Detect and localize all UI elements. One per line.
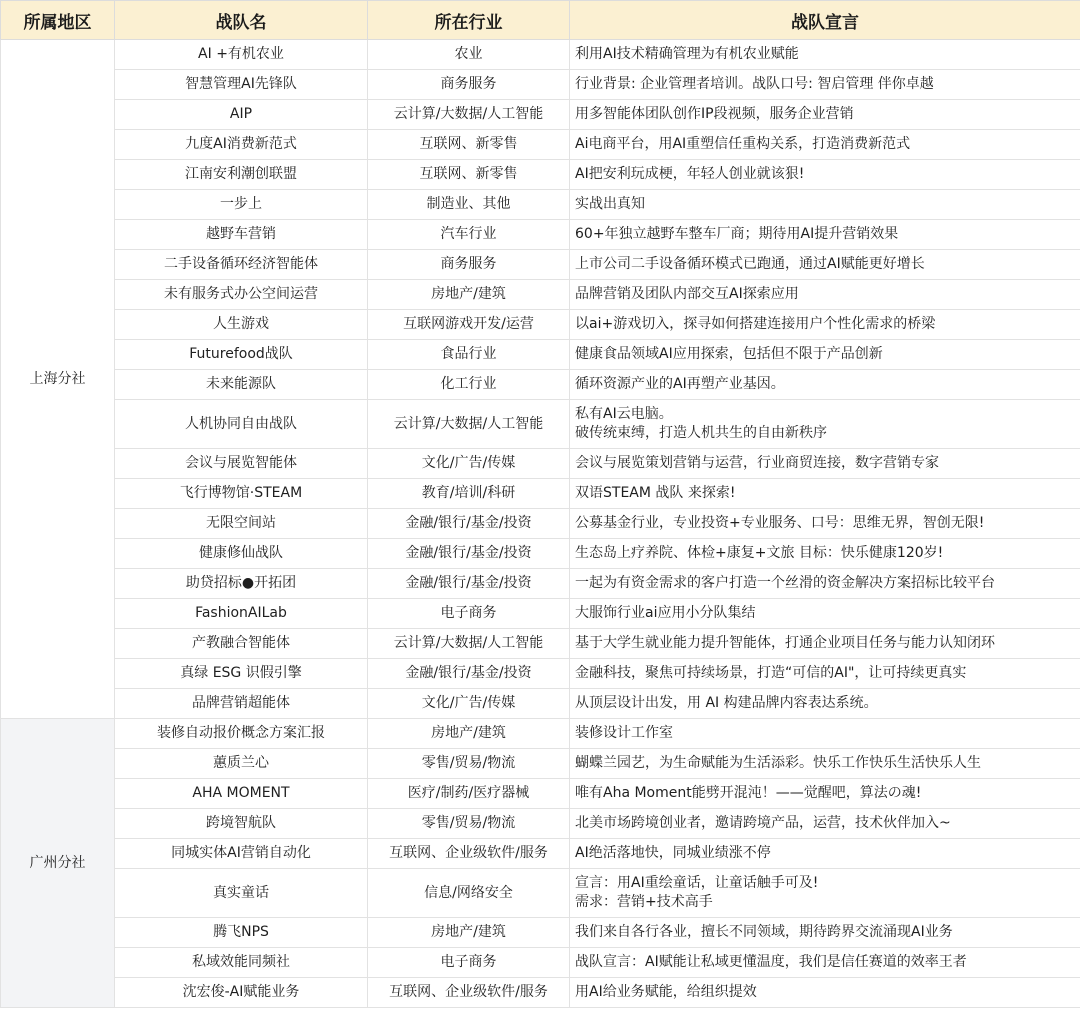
motto-line: 60+年独立越野车整车厂商；期待用AI提升营销效果 <box>575 226 899 242</box>
table-row <box>1 100 1080 130</box>
team-name-cell: AI +有机农业 <box>115 40 368 70</box>
table-row <box>1 190 1080 220</box>
header-motto: 战队宣言 <box>570 1 1080 40</box>
motto-cell <box>570 659 1080 689</box>
industry-cell: 零售/贸易/物流 <box>368 749 570 779</box>
industry-cell: 互联网、企业级软件/服务 <box>368 978 570 1008</box>
motto-line: 双语STEAM 战队 来探索! <box>575 485 736 501</box>
team-name-cell: 装修自动报价概念方案汇报 <box>115 719 368 749</box>
motto-cell <box>570 599 1080 629</box>
motto-line: 行业背景: 企业管理者培训。战队口号: 智启管理 伴你卓越 <box>575 76 934 92</box>
motto-line: 公募基金行业，专业投资+专业服务、口号：思维无界，智创无限! <box>575 515 985 531</box>
table-row <box>1 539 1080 569</box>
region-cell: 广州分社 <box>1 719 115 1008</box>
motto-line: 破传统束缚，打造人机共生的自由新秩序 <box>575 425 827 441</box>
team-name-cell: 私域效能同频社 <box>115 948 368 978</box>
table-row <box>1 809 1080 839</box>
motto-cell <box>570 220 1080 250</box>
motto-cell <box>570 190 1080 220</box>
motto-cell <box>570 779 1080 809</box>
team-name-cell: FashionAILab <box>115 599 368 629</box>
team-name-cell: 一步上 <box>115 190 368 220</box>
table-row <box>1 719 1080 749</box>
industry-cell: 文化/广告/传媒 <box>368 689 570 719</box>
motto-line: 北美市场跨境创业者，邀请跨境产品，运营，技术伙伴加入~ <box>575 815 951 831</box>
team-name-cell: 同城实体AI营销自动化 <box>115 839 368 869</box>
team-name-cell: 品牌营销超能体 <box>115 689 368 719</box>
motto-cell <box>570 160 1080 190</box>
header-team-name: 战队名 <box>115 1 368 40</box>
table-row <box>1 948 1080 978</box>
table-row <box>1 479 1080 509</box>
table-row <box>1 40 1080 70</box>
team-name-cell: 会议与展览智能体 <box>115 449 368 479</box>
team-name-cell: 人生游戏 <box>115 310 368 340</box>
team-name-cell: 腾飞NPS <box>115 918 368 948</box>
table-row <box>1 629 1080 659</box>
industry-cell: 商务服务 <box>368 250 570 280</box>
motto-line: 生态岛上疗养院、体检+康复+文旅 目标：快乐健康120岁! <box>575 545 944 561</box>
table-row <box>1 400 1080 449</box>
industry-cell: 云计算/大数据/人工智能 <box>368 100 570 130</box>
motto-cell <box>570 280 1080 310</box>
table-row <box>1 599 1080 629</box>
motto-line: 健康食品领域AI应用探索，包括但不限于产品创新 <box>575 346 883 362</box>
team-name-cell: 跨境智航队 <box>115 809 368 839</box>
industry-cell: 金融/银行/基金/投资 <box>368 539 570 569</box>
table-row <box>1 70 1080 100</box>
table-row <box>1 978 1080 1008</box>
industry-cell: 信息/网络安全 <box>368 869 570 918</box>
motto-line: 用多智能体团队创作IP段视频，服务企业营销 <box>575 106 854 122</box>
table-row <box>1 449 1080 479</box>
motto-line: 需求：营销+技术高手 <box>575 894 713 910</box>
industry-cell: 汽车行业 <box>368 220 570 250</box>
team-name-cell: 未有服务式办公空间运营 <box>115 280 368 310</box>
motto-cell <box>570 310 1080 340</box>
motto-cell <box>570 719 1080 749</box>
industry-cell: 金融/银行/基金/投资 <box>368 509 570 539</box>
table-row <box>1 569 1080 599</box>
motto-line: Ai电商平台，用AI重塑信任重构关系，打造消费新范式 <box>575 136 911 152</box>
motto-cell <box>570 918 1080 948</box>
region-cell: 上海分社 <box>1 40 115 719</box>
motto-cell <box>570 100 1080 130</box>
motto-line: 大服饰行业ai应用小分队集结 <box>575 605 756 621</box>
motto-line: 宣言：用AI重绘童话，让童话触手可及! <box>575 875 819 891</box>
industry-cell: 房地产/建筑 <box>368 719 570 749</box>
motto-line: 基于大学生就业能力提升智能体，打通企业项目任务与能力认知闭环 <box>575 635 995 651</box>
table-row <box>1 130 1080 160</box>
table-row <box>1 509 1080 539</box>
motto-cell <box>570 809 1080 839</box>
table-row <box>1 749 1080 779</box>
industry-cell: 食品行业 <box>368 340 570 370</box>
motto-line: AI绝活落地快，同城业绩涨不停 <box>575 845 771 861</box>
motto-cell <box>570 479 1080 509</box>
header-row <box>1 1 1080 40</box>
motto-cell <box>570 539 1080 569</box>
industry-cell: 医疗/制药/医疗器械 <box>368 779 570 809</box>
industry-cell: 房地产/建筑 <box>368 280 570 310</box>
motto-line: 唯有Aha Moment能劈开混沌！——觉醒吧，算法の魂! <box>575 785 922 801</box>
motto-line: 装修设计工作室 <box>575 725 673 741</box>
motto-cell <box>570 449 1080 479</box>
team-name-cell: AHA MOMENT <box>115 779 368 809</box>
table-row <box>1 280 1080 310</box>
motto-cell <box>570 40 1080 70</box>
team-name-cell: 未来能源队 <box>115 370 368 400</box>
motto-cell <box>570 569 1080 599</box>
motto-cell <box>570 839 1080 869</box>
team-name-cell: Futurefood战队 <box>115 340 368 370</box>
industry-cell: 互联网、新零售 <box>368 130 570 160</box>
motto-line: 以ai+游戏切入，探寻如何搭建连接用户个性化需求的桥梁 <box>575 316 936 332</box>
team-name-cell: 产教融合智能体 <box>115 629 368 659</box>
industry-cell: 房地产/建筑 <box>368 918 570 948</box>
team-name-cell: 沈宏俊-AI赋能业务 <box>115 978 368 1008</box>
industry-cell: 金融/银行/基金/投资 <box>368 659 570 689</box>
team-name-cell: 二手设备循环经济智能体 <box>115 250 368 280</box>
header-region: 所属地区 <box>1 1 115 40</box>
table-row <box>1 779 1080 809</box>
motto-line: 金融科技，聚焦可持续场景，打造“可信的AI"，让可持续更真实 <box>575 665 967 681</box>
motto-line: 一起为有资金需求的客户打造一个丝滑的资金解决方案招标比较平台 <box>575 575 995 591</box>
team-name-cell: AIP <box>115 100 368 130</box>
motto-cell <box>570 250 1080 280</box>
motto-line: 战队宣言：AI赋能让私域更懂温度，我们是信任赛道的效率王者 <box>575 954 967 970</box>
motto-cell <box>570 978 1080 1008</box>
motto-cell <box>570 340 1080 370</box>
team-name-cell: 蕙质兰心 <box>115 749 368 779</box>
team-name-cell: 助贷招标●开拓团 <box>115 569 368 599</box>
motto-line: 实战出真知 <box>575 196 645 212</box>
industry-cell: 互联网、企业级软件/服务 <box>368 839 570 869</box>
industry-cell: 制造业、其他 <box>368 190 570 220</box>
motto-cell <box>570 400 1080 449</box>
industry-cell: 金融/银行/基金/投资 <box>368 569 570 599</box>
industry-cell: 农业 <box>368 40 570 70</box>
motto-line: 上市公司二手设备循环模式已跑通，通过AI赋能更好增长 <box>575 256 925 272</box>
motto-line: 循环资源产业的AI再塑产业基因。 <box>575 376 785 392</box>
motto-line: 品牌营销及团队内部交互AI探索应用 <box>575 286 799 302</box>
team-name-cell: 九度AI消费新范式 <box>115 130 368 160</box>
motto-line: 私有AI云电脑。 <box>575 406 673 422</box>
motto-cell <box>570 629 1080 659</box>
industry-cell: 互联网、新零售 <box>368 160 570 190</box>
industry-cell: 零售/贸易/物流 <box>368 809 570 839</box>
industry-cell: 云计算/大数据/人工智能 <box>368 400 570 449</box>
table-row <box>1 340 1080 370</box>
team-name-cell: 健康修仙战队 <box>115 539 368 569</box>
motto-cell <box>570 869 1080 918</box>
motto-line: 从顶层设计出发，用 AI 构建品牌内容表达系统。 <box>575 695 878 711</box>
motto-line: 会议与展览策划营销与运营，行业商贸连接，数字营销专家 <box>575 455 939 471</box>
motto-cell <box>570 948 1080 978</box>
table-row <box>1 310 1080 340</box>
motto-cell <box>570 509 1080 539</box>
motto-cell <box>570 130 1080 160</box>
table-body <box>1 40 1080 1008</box>
table-row <box>1 839 1080 869</box>
team-name-cell: 智慧管理AI先锋队 <box>115 70 368 100</box>
table-row <box>1 918 1080 948</box>
motto-cell <box>570 749 1080 779</box>
table-row <box>1 250 1080 280</box>
table-row <box>1 869 1080 918</box>
industry-cell: 化工行业 <box>368 370 570 400</box>
header-industry: 所在行业 <box>368 1 570 40</box>
industry-cell: 电子商务 <box>368 599 570 629</box>
industry-cell: 云计算/大数据/人工智能 <box>368 629 570 659</box>
motto-cell <box>570 689 1080 719</box>
table-row <box>1 220 1080 250</box>
team-name-cell: 真绿 ESG 识假引擎 <box>115 659 368 689</box>
industry-cell: 商务服务 <box>368 70 570 100</box>
industry-cell: 文化/广告/传媒 <box>368 449 570 479</box>
motto-line: 用AI给业务赋能，给组织提效 <box>575 984 757 1000</box>
motto-cell <box>570 370 1080 400</box>
team-name-cell: 真实童话 <box>115 869 368 918</box>
team-name-cell: 无限空间站 <box>115 509 368 539</box>
motto-line: 蝴蝶兰园艺，为生命赋能为生活添彩。快乐工作快乐生活快乐人生 <box>575 755 981 771</box>
motto-cell <box>570 70 1080 100</box>
motto-line: 利用AI技术精确管理为有机农业赋能 <box>575 46 799 62</box>
industry-cell: 电子商务 <box>368 948 570 978</box>
team-name-cell: 越野车营销 <box>115 220 368 250</box>
team-name-cell: 人机协同自由战队 <box>115 400 368 449</box>
motto-line: 我们来自各行各业，擅长不同领域，期待跨界交流涌现AI业务 <box>575 924 953 940</box>
industry-cell: 教育/培训/科研 <box>368 479 570 509</box>
motto-line: AI把安利玩成梗，年轻人创业就该狠! <box>575 166 805 182</box>
table-row <box>1 160 1080 190</box>
table-row <box>1 370 1080 400</box>
team-name-cell: 江南安利潮创联盟 <box>115 160 368 190</box>
team-name-cell: 飞行博物馆·STEAM <box>115 479 368 509</box>
industry-cell: 互联网游戏开发/运营 <box>368 310 570 340</box>
table-row <box>1 659 1080 689</box>
table-row <box>1 689 1080 719</box>
